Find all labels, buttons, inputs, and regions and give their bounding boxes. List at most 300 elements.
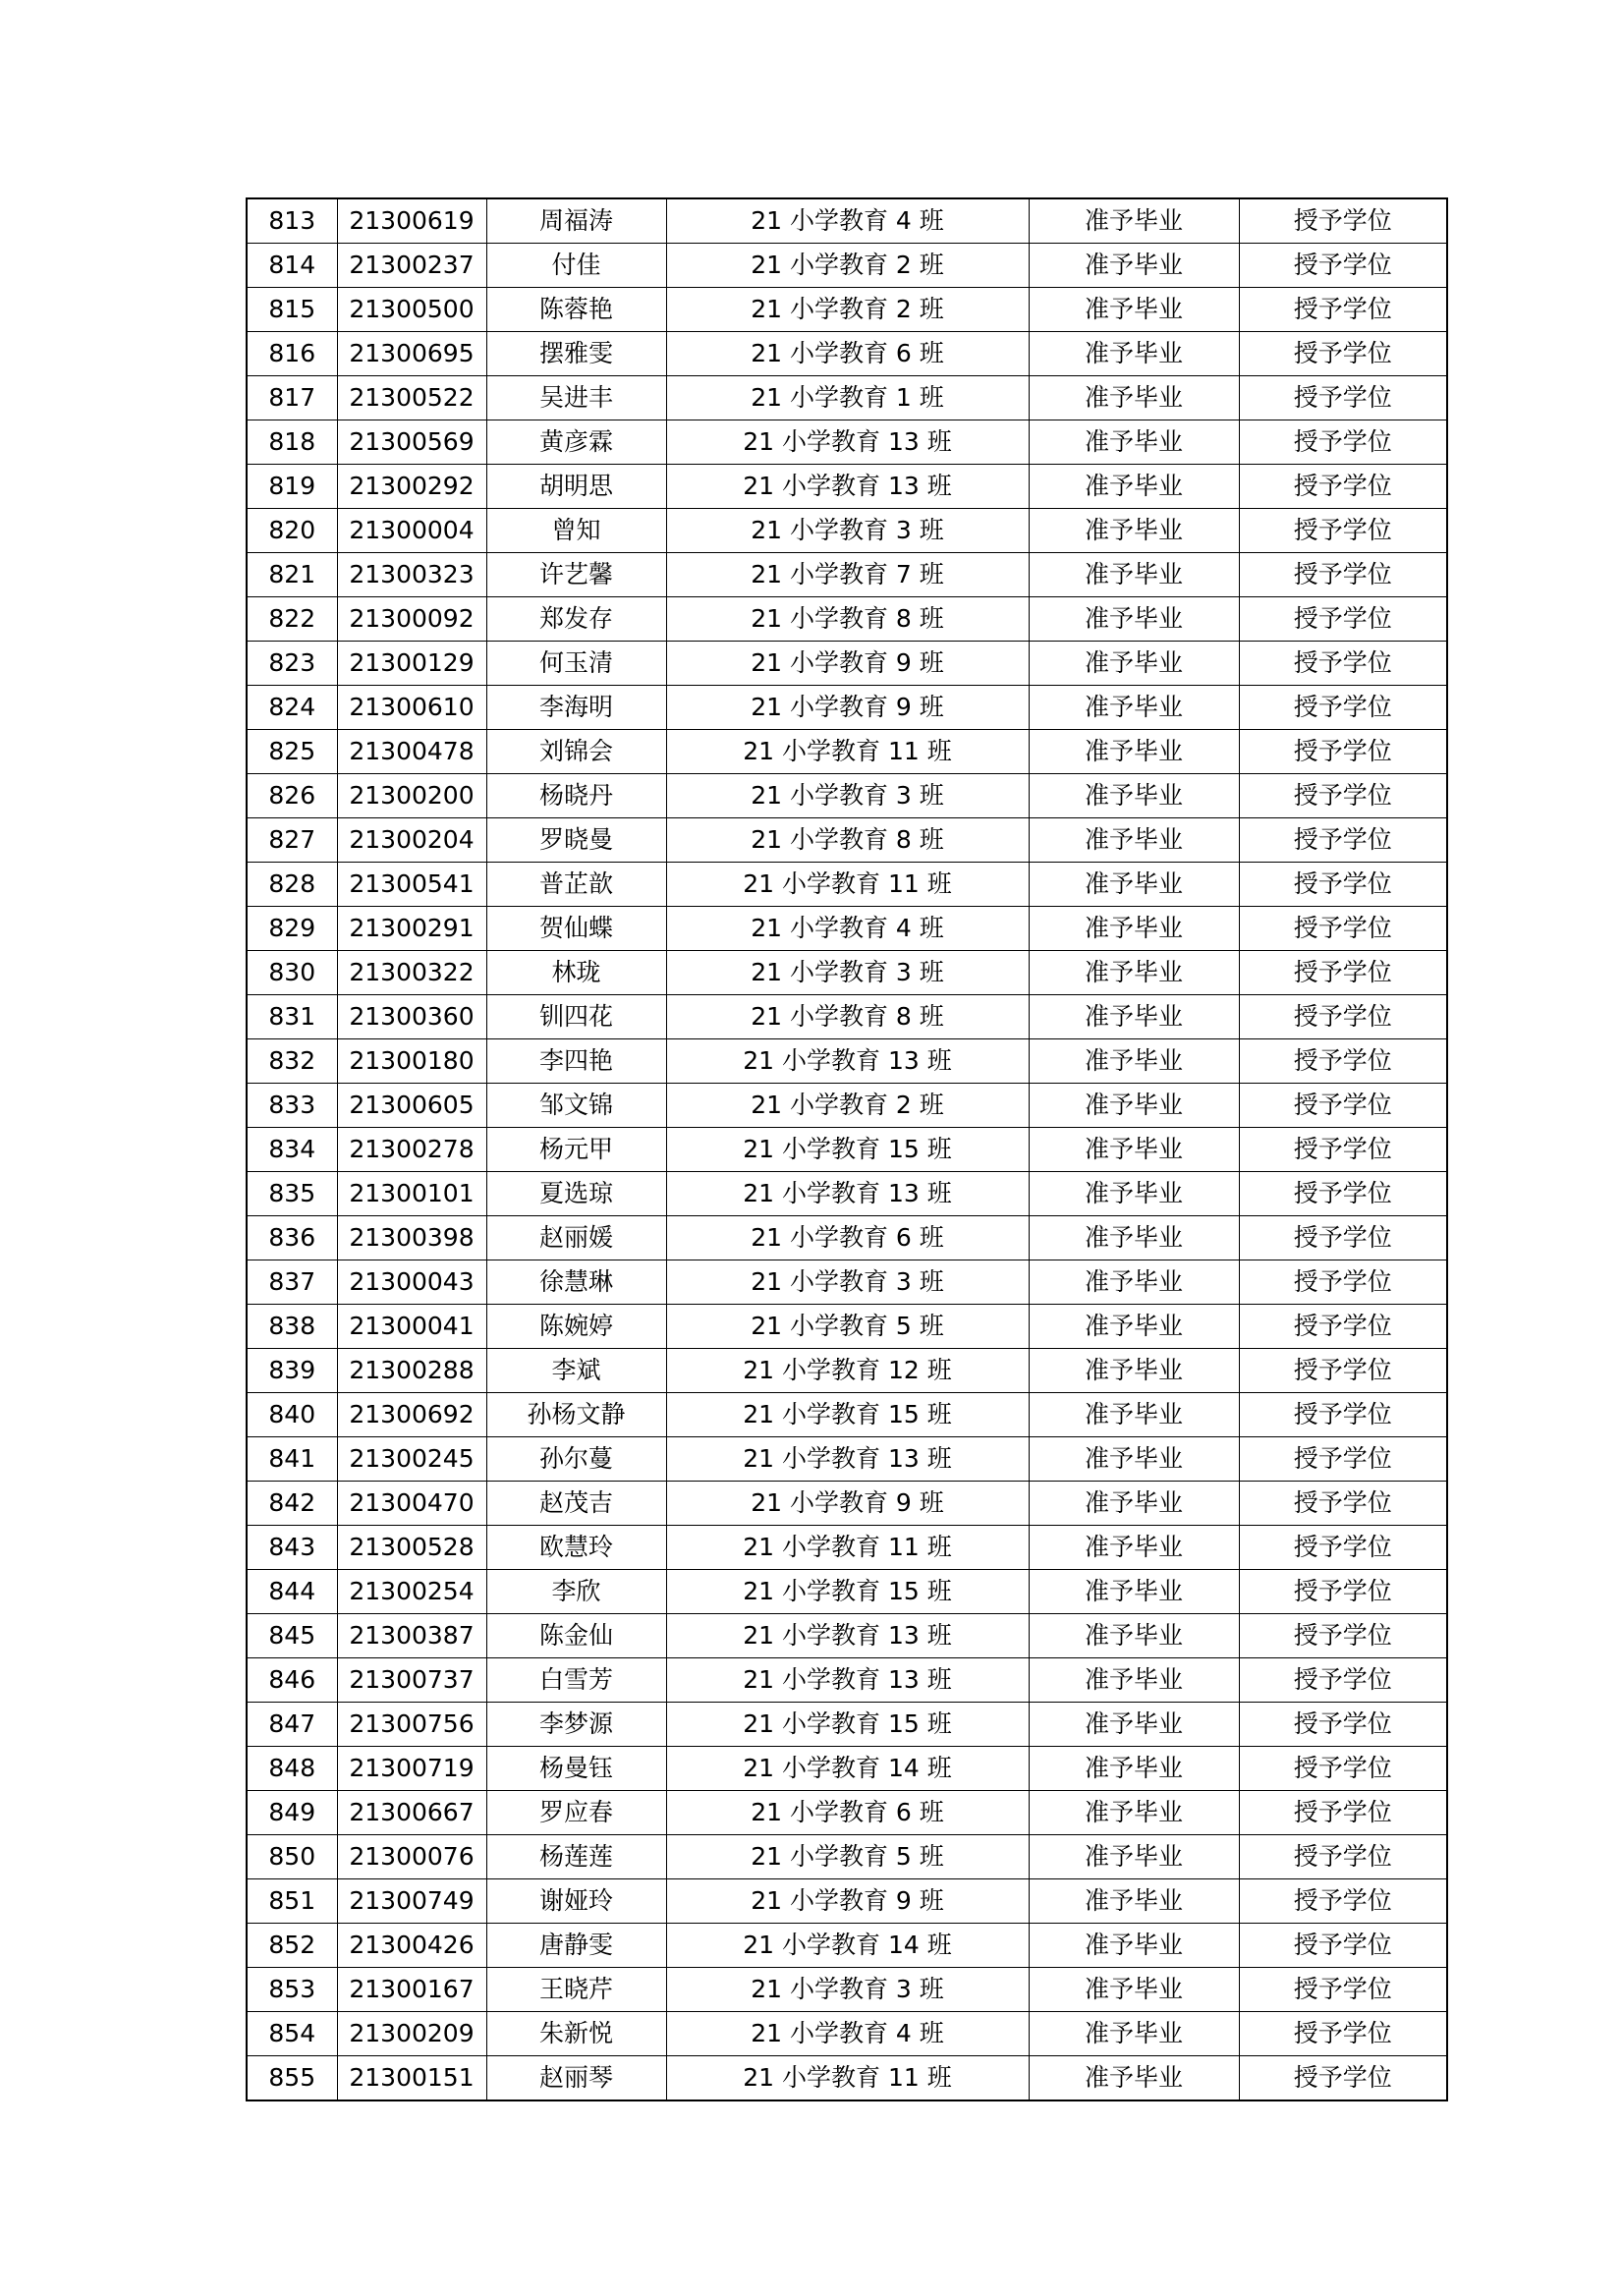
- student-name-cell: 李海明: [486, 686, 666, 730]
- row-number-cell: 814: [247, 244, 337, 288]
- degree-status-cell: 授予学位: [1239, 465, 1447, 509]
- student-name-cell: 钏四花: [486, 995, 666, 1039]
- student-name-cell: 李梦源: [486, 1703, 666, 1747]
- class-cell: 21 小学教育 3 班: [666, 509, 1029, 553]
- student-id-cell: 21300245: [337, 1437, 486, 1482]
- student-id-cell: 21300569: [337, 420, 486, 465]
- student-id-cell: 21300500: [337, 288, 486, 332]
- graduation-status-cell: 准予毕业: [1029, 1437, 1239, 1482]
- row-number-cell: 841: [247, 1437, 337, 1482]
- roster-table-body: [247, 198, 1447, 2100]
- student-id-cell: 21300129: [337, 642, 486, 686]
- degree-status-cell: 授予学位: [1239, 1039, 1447, 1084]
- student-id-cell: 21300667: [337, 1791, 486, 1835]
- degree-status-cell: 授予学位: [1239, 597, 1447, 642]
- table-row: [247, 1084, 1447, 1128]
- student-name-cell: 夏选琼: [486, 1172, 666, 1216]
- class-cell: 21 小学教育 8 班: [666, 597, 1029, 642]
- degree-status-cell: 授予学位: [1239, 1305, 1447, 1349]
- graduation-status-cell: 准予毕业: [1029, 376, 1239, 420]
- graduation-status-cell: 准予毕业: [1029, 1172, 1239, 1216]
- class-cell: 21 小学教育 9 班: [666, 1482, 1029, 1526]
- degree-status-cell: 授予学位: [1239, 420, 1447, 465]
- row-number-cell: 825: [247, 730, 337, 774]
- graduation-status-cell: 准予毕业: [1029, 774, 1239, 818]
- table-row: [247, 1482, 1447, 1526]
- table-row: [247, 818, 1447, 863]
- row-number-cell: 821: [247, 553, 337, 597]
- student-name-cell: 杨晓丹: [486, 774, 666, 818]
- degree-status-cell: 授予学位: [1239, 1084, 1447, 1128]
- degree-status-cell: 授予学位: [1239, 509, 1447, 553]
- class-cell: 21 小学教育 3 班: [666, 951, 1029, 995]
- table-row: [247, 2012, 1447, 2056]
- degree-status-cell: 授予学位: [1239, 995, 1447, 1039]
- student-id-cell: 21300478: [337, 730, 486, 774]
- row-number-cell: 852: [247, 1924, 337, 1968]
- class-cell: 21 小学教育 13 班: [666, 1658, 1029, 1703]
- class-cell: 21 小学教育 9 班: [666, 686, 1029, 730]
- row-number-cell: 828: [247, 863, 337, 907]
- student-id-cell: 21300692: [337, 1393, 486, 1437]
- graduation-status-cell: 准予毕业: [1029, 198, 1239, 244]
- class-cell: 21 小学教育 15 班: [666, 1570, 1029, 1614]
- class-cell: 21 小学教育 6 班: [666, 1216, 1029, 1260]
- degree-status-cell: 授予学位: [1239, 863, 1447, 907]
- table-row: [247, 1305, 1447, 1349]
- student-id-cell: 21300101: [337, 1172, 486, 1216]
- table-row: [247, 1437, 1447, 1482]
- graduation-status-cell: 准予毕业: [1029, 1128, 1239, 1172]
- student-id-cell: 21300204: [337, 818, 486, 863]
- class-cell: 21 小学教育 11 班: [666, 730, 1029, 774]
- table-row: [247, 244, 1447, 288]
- row-number-cell: 835: [247, 1172, 337, 1216]
- degree-status-cell: 授予学位: [1239, 642, 1447, 686]
- table-row: [247, 1526, 1447, 1570]
- graduation-status-cell: 准予毕业: [1029, 1216, 1239, 1260]
- student-id-cell: 21300151: [337, 2056, 486, 2101]
- class-cell: 21 小学教育 9 班: [666, 1879, 1029, 1924]
- degree-status-cell: 授予学位: [1239, 730, 1447, 774]
- row-number-cell: 829: [247, 907, 337, 951]
- degree-status-cell: 授予学位: [1239, 288, 1447, 332]
- student-id-cell: 21300322: [337, 951, 486, 995]
- class-cell: 21 小学教育 15 班: [666, 1393, 1029, 1437]
- class-cell: 21 小学教育 3 班: [666, 774, 1029, 818]
- student-name-cell: 杨曼钰: [486, 1747, 666, 1791]
- degree-status-cell: 授予学位: [1239, 686, 1447, 730]
- row-number-cell: 847: [247, 1703, 337, 1747]
- class-cell: 21 小学教育 13 班: [666, 465, 1029, 509]
- graduation-status-cell: 准予毕业: [1029, 1747, 1239, 1791]
- class-cell: 21 小学教育 13 班: [666, 1614, 1029, 1658]
- student-id-cell: 21300426: [337, 1924, 486, 1968]
- degree-status-cell: 授予学位: [1239, 1216, 1447, 1260]
- graduation-status-cell: 准予毕业: [1029, 2012, 1239, 2056]
- graduation-status-cell: 准予毕业: [1029, 509, 1239, 553]
- student-id-cell: 21300209: [337, 2012, 486, 2056]
- student-name-cell: 杨元甲: [486, 1128, 666, 1172]
- student-name-cell: 付佳: [486, 244, 666, 288]
- row-number-cell: 831: [247, 995, 337, 1039]
- student-name-cell: 谢娅玲: [486, 1879, 666, 1924]
- degree-status-cell: 授予学位: [1239, 244, 1447, 288]
- graduation-status-cell: 准予毕业: [1029, 2056, 1239, 2101]
- class-cell: 21 小学教育 8 班: [666, 995, 1029, 1039]
- degree-status-cell: 授予学位: [1239, 1658, 1447, 1703]
- student-id-cell: 21300292: [337, 465, 486, 509]
- table-row: [247, 597, 1447, 642]
- graduation-status-cell: 准予毕业: [1029, 1305, 1239, 1349]
- student-name-cell: 郑发存: [486, 597, 666, 642]
- degree-status-cell: 授予学位: [1239, 1172, 1447, 1216]
- graduation-status-cell: 准予毕业: [1029, 951, 1239, 995]
- student-id-cell: 21300041: [337, 1305, 486, 1349]
- degree-status-cell: 授予学位: [1239, 1968, 1447, 2012]
- student-name-cell: 杨莲莲: [486, 1835, 666, 1879]
- table-row: [247, 1039, 1447, 1084]
- row-number-cell: 845: [247, 1614, 337, 1658]
- table-row: [247, 1172, 1447, 1216]
- class-cell: 21 小学教育 4 班: [666, 907, 1029, 951]
- row-number-cell: 826: [247, 774, 337, 818]
- table-row: [247, 1791, 1447, 1835]
- student-name-cell: 陈婉婷: [486, 1305, 666, 1349]
- student-name-cell: 邹文锦: [486, 1084, 666, 1128]
- row-number-cell: 853: [247, 1968, 337, 2012]
- student-id-cell: 21300291: [337, 907, 486, 951]
- row-number-cell: 836: [247, 1216, 337, 1260]
- degree-status-cell: 授予学位: [1239, 1614, 1447, 1658]
- degree-status-cell: 授予学位: [1239, 2056, 1447, 2101]
- student-name-cell: 罗应春: [486, 1791, 666, 1835]
- graduation-status-cell: 准予毕业: [1029, 863, 1239, 907]
- degree-status-cell: 授予学位: [1239, 1879, 1447, 1924]
- class-cell: 21 小学教育 15 班: [666, 1703, 1029, 1747]
- student-name-cell: 胡明思: [486, 465, 666, 509]
- class-cell: 21 小学教育 2 班: [666, 244, 1029, 288]
- degree-status-cell: 授予学位: [1239, 332, 1447, 376]
- class-cell: 21 小学教育 9 班: [666, 642, 1029, 686]
- student-name-cell: 徐慧琳: [486, 1260, 666, 1305]
- row-number-cell: 817: [247, 376, 337, 420]
- student-name-cell: 林珑: [486, 951, 666, 995]
- student-id-cell: 21300076: [337, 1835, 486, 1879]
- degree-status-cell: 授予学位: [1239, 553, 1447, 597]
- graduation-status-cell: 准予毕业: [1029, 597, 1239, 642]
- graduation-status-cell: 准予毕业: [1029, 332, 1239, 376]
- table-row: [247, 907, 1447, 951]
- graduation-status-cell: 准予毕业: [1029, 1260, 1239, 1305]
- student-id-cell: 21300237: [337, 244, 486, 288]
- row-number-cell: 832: [247, 1039, 337, 1084]
- student-name-cell: 李欣: [486, 1570, 666, 1614]
- row-number-cell: 839: [247, 1349, 337, 1393]
- degree-status-cell: 授予学位: [1239, 1570, 1447, 1614]
- student-id-cell: 21300387: [337, 1614, 486, 1658]
- degree-status-cell: 授予学位: [1239, 2012, 1447, 2056]
- class-cell: 21 小学教育 4 班: [666, 198, 1029, 244]
- student-id-cell: 21300004: [337, 509, 486, 553]
- student-id-cell: 21300278: [337, 1128, 486, 1172]
- row-number-cell: 851: [247, 1879, 337, 1924]
- student-id-cell: 21300605: [337, 1084, 486, 1128]
- graduation-status-cell: 准予毕业: [1029, 907, 1239, 951]
- degree-status-cell: 授予学位: [1239, 1437, 1447, 1482]
- degree-status-cell: 授予学位: [1239, 818, 1447, 863]
- student-name-cell: 赵丽媛: [486, 1216, 666, 1260]
- degree-status-cell: 授予学位: [1239, 1526, 1447, 1570]
- class-cell: 21 小学教育 11 班: [666, 1526, 1029, 1570]
- table-row: [247, 198, 1447, 244]
- class-cell: 21 小学教育 6 班: [666, 332, 1029, 376]
- degree-status-cell: 授予学位: [1239, 1924, 1447, 1968]
- row-number-cell: 843: [247, 1526, 337, 1570]
- class-cell: 21 小学教育 3 班: [666, 1968, 1029, 2012]
- table-row: [247, 995, 1447, 1039]
- row-number-cell: 815: [247, 288, 337, 332]
- table-row: [247, 642, 1447, 686]
- table-row: [247, 1393, 1447, 1437]
- class-cell: 21 小学教育 1 班: [666, 376, 1029, 420]
- degree-status-cell: 授予学位: [1239, 1791, 1447, 1835]
- student-id-cell: 21300756: [337, 1703, 486, 1747]
- class-cell: 21 小学教育 13 班: [666, 1437, 1029, 1482]
- row-number-cell: 840: [247, 1393, 337, 1437]
- class-cell: 21 小学教育 8 班: [666, 818, 1029, 863]
- graduation-status-cell: 准予毕业: [1029, 1084, 1239, 1128]
- table-row: [247, 1614, 1447, 1658]
- table-row: [247, 951, 1447, 995]
- student-id-cell: 21300522: [337, 376, 486, 420]
- table-row: [247, 465, 1447, 509]
- class-cell: 21 小学教育 11 班: [666, 863, 1029, 907]
- row-number-cell: 850: [247, 1835, 337, 1879]
- student-name-cell: 摆雅雯: [486, 332, 666, 376]
- student-name-cell: 李四艳: [486, 1039, 666, 1084]
- graduation-status-cell: 准予毕业: [1029, 244, 1239, 288]
- degree-status-cell: 授予学位: [1239, 1128, 1447, 1172]
- class-cell: 21 小学教育 11 班: [666, 2056, 1029, 2101]
- row-number-cell: 846: [247, 1658, 337, 1703]
- degree-status-cell: 授予学位: [1239, 951, 1447, 995]
- class-cell: 21 小学教育 2 班: [666, 288, 1029, 332]
- student-name-cell: 孙杨文静: [486, 1393, 666, 1437]
- table-row: [247, 1924, 1447, 1968]
- graduation-status-cell: 准予毕业: [1029, 1791, 1239, 1835]
- table-row: [247, 1658, 1447, 1703]
- degree-status-cell: 授予学位: [1239, 198, 1447, 244]
- student-name-cell: 欧慧玲: [486, 1526, 666, 1570]
- row-number-cell: 827: [247, 818, 337, 863]
- row-number-cell: 823: [247, 642, 337, 686]
- student-name-cell: 赵丽琴: [486, 2056, 666, 2101]
- student-id-cell: 21300360: [337, 995, 486, 1039]
- graduation-status-cell: 准予毕业: [1029, 818, 1239, 863]
- table-row: [247, 2056, 1447, 2101]
- row-number-cell: 842: [247, 1482, 337, 1526]
- student-name-cell: 许艺馨: [486, 553, 666, 597]
- degree-status-cell: 授予学位: [1239, 1747, 1447, 1791]
- row-number-cell: 844: [247, 1570, 337, 1614]
- graduation-status-cell: 准予毕业: [1029, 420, 1239, 465]
- table-row: [247, 863, 1447, 907]
- class-cell: 21 小学教育 3 班: [666, 1260, 1029, 1305]
- table-row: [247, 553, 1447, 597]
- student-id-cell: 21300610: [337, 686, 486, 730]
- row-number-cell: 830: [247, 951, 337, 995]
- table-row: [247, 730, 1447, 774]
- row-number-cell: 819: [247, 465, 337, 509]
- degree-status-cell: 授予学位: [1239, 376, 1447, 420]
- class-cell: 21 小学教育 14 班: [666, 1747, 1029, 1791]
- table-row: [247, 1879, 1447, 1924]
- class-cell: 21 小学教育 7 班: [666, 553, 1029, 597]
- graduation-status-cell: 准予毕业: [1029, 686, 1239, 730]
- student-name-cell: 普芷歆: [486, 863, 666, 907]
- student-name-cell: 孙尔蔓: [486, 1437, 666, 1482]
- table-row: [247, 1216, 1447, 1260]
- table-row: [247, 1703, 1447, 1747]
- degree-status-cell: 授予学位: [1239, 1835, 1447, 1879]
- student-id-cell: 21300737: [337, 1658, 486, 1703]
- class-cell: 21 小学教育 2 班: [666, 1084, 1029, 1128]
- table-row: [247, 774, 1447, 818]
- row-number-cell: 837: [247, 1260, 337, 1305]
- table-row: [247, 376, 1447, 420]
- student-id-cell: 21300619: [337, 198, 486, 244]
- student-name-cell: 吴进丰: [486, 376, 666, 420]
- row-number-cell: 816: [247, 332, 337, 376]
- row-number-cell: 822: [247, 597, 337, 642]
- student-id-cell: 21300288: [337, 1349, 486, 1393]
- student-name-cell: 朱新悦: [486, 2012, 666, 2056]
- graduation-status-cell: 准予毕业: [1029, 1039, 1239, 1084]
- student-name-cell: 唐静雯: [486, 1924, 666, 1968]
- student-id-cell: 21300541: [337, 863, 486, 907]
- student-id-cell: 21300092: [337, 597, 486, 642]
- row-number-cell: 848: [247, 1747, 337, 1791]
- student-id-cell: 21300323: [337, 553, 486, 597]
- row-number-cell: 818: [247, 420, 337, 465]
- class-cell: 21 小学教育 5 班: [666, 1835, 1029, 1879]
- graduation-status-cell: 准予毕业: [1029, 1879, 1239, 1924]
- student-name-cell: 周福涛: [486, 198, 666, 244]
- table-row: [247, 332, 1447, 376]
- degree-status-cell: 授予学位: [1239, 907, 1447, 951]
- student-name-cell: 王晓芹: [486, 1968, 666, 2012]
- class-cell: 21 小学教育 15 班: [666, 1128, 1029, 1172]
- graduation-status-cell: 准予毕业: [1029, 1393, 1239, 1437]
- graduation-status-cell: 准予毕业: [1029, 1658, 1239, 1703]
- student-id-cell: 21300695: [337, 332, 486, 376]
- row-number-cell: 813: [247, 198, 337, 244]
- graduation-status-cell: 准予毕业: [1029, 1703, 1239, 1747]
- graduation-status-cell: 准予毕业: [1029, 730, 1239, 774]
- class-cell: 21 小学教育 4 班: [666, 2012, 1029, 2056]
- student-id-cell: 21300749: [337, 1879, 486, 1924]
- graduation-status-cell: 准予毕业: [1029, 1349, 1239, 1393]
- graduation-status-cell: 准予毕业: [1029, 553, 1239, 597]
- student-id-cell: 21300398: [337, 1216, 486, 1260]
- class-cell: 21 小学教育 13 班: [666, 1172, 1029, 1216]
- student-id-cell: 21300528: [337, 1526, 486, 1570]
- graduation-status-cell: 准予毕业: [1029, 1570, 1239, 1614]
- table-row: [247, 1835, 1447, 1879]
- degree-status-cell: 授予学位: [1239, 774, 1447, 818]
- student-name-cell: 陈蓉艳: [486, 288, 666, 332]
- table-row: [247, 420, 1447, 465]
- degree-status-cell: 授予学位: [1239, 1482, 1447, 1526]
- student-id-cell: 21300180: [337, 1039, 486, 1084]
- graduation-roster-table: [246, 197, 1448, 2101]
- student-name-cell: 曾知: [486, 509, 666, 553]
- degree-status-cell: 授予学位: [1239, 1703, 1447, 1747]
- graduation-status-cell: 准予毕业: [1029, 1924, 1239, 1968]
- class-cell: 21 小学教育 6 班: [666, 1791, 1029, 1835]
- row-number-cell: 849: [247, 1791, 337, 1835]
- student-name-cell: 赵茂吉: [486, 1482, 666, 1526]
- table-row: [247, 1260, 1447, 1305]
- student-name-cell: 李斌: [486, 1349, 666, 1393]
- graduation-status-cell: 准予毕业: [1029, 1614, 1239, 1658]
- row-number-cell: 838: [247, 1305, 337, 1349]
- student-id-cell: 21300043: [337, 1260, 486, 1305]
- graduation-status-cell: 准予毕业: [1029, 995, 1239, 1039]
- table-row: [247, 1747, 1447, 1791]
- student-id-cell: 21300200: [337, 774, 486, 818]
- graduation-status-cell: 准予毕业: [1029, 1968, 1239, 2012]
- degree-status-cell: 授予学位: [1239, 1393, 1447, 1437]
- table-row: [247, 1570, 1447, 1614]
- student-name-cell: 罗晓曼: [486, 818, 666, 863]
- row-number-cell: 833: [247, 1084, 337, 1128]
- row-number-cell: 824: [247, 686, 337, 730]
- class-cell: 21 小学教育 5 班: [666, 1305, 1029, 1349]
- class-cell: 21 小学教育 14 班: [666, 1924, 1029, 1968]
- student-name-cell: 何玉清: [486, 642, 666, 686]
- row-number-cell: 855: [247, 2056, 337, 2101]
- table-row: [247, 288, 1447, 332]
- class-cell: 21 小学教育 12 班: [666, 1349, 1029, 1393]
- student-id-cell: 21300719: [337, 1747, 486, 1791]
- graduation-status-cell: 准予毕业: [1029, 1526, 1239, 1570]
- table-row: [247, 1968, 1447, 2012]
- graduation-status-cell: 准予毕业: [1029, 642, 1239, 686]
- class-cell: 21 小学教育 13 班: [666, 1039, 1029, 1084]
- graduation-status-cell: 准予毕业: [1029, 465, 1239, 509]
- table-row: [247, 509, 1447, 553]
- student-name-cell: 黄彦霖: [486, 420, 666, 465]
- degree-status-cell: 授予学位: [1239, 1260, 1447, 1305]
- student-name-cell: 白雪芳: [486, 1658, 666, 1703]
- student-id-cell: 21300470: [337, 1482, 486, 1526]
- degree-status-cell: 授予学位: [1239, 1349, 1447, 1393]
- table-row: [247, 686, 1447, 730]
- student-name-cell: 陈金仙: [486, 1614, 666, 1658]
- class-cell: 21 小学教育 13 班: [666, 420, 1029, 465]
- graduation-status-cell: 准予毕业: [1029, 288, 1239, 332]
- table-row: [247, 1128, 1447, 1172]
- student-name-cell: 贺仙蝶: [486, 907, 666, 951]
- graduation-status-cell: 准予毕业: [1029, 1835, 1239, 1879]
- row-number-cell: 820: [247, 509, 337, 553]
- student-name-cell: 刘锦会: [486, 730, 666, 774]
- graduation-status-cell: 准予毕业: [1029, 1482, 1239, 1526]
- student-id-cell: 21300167: [337, 1968, 486, 2012]
- row-number-cell: 834: [247, 1128, 337, 1172]
